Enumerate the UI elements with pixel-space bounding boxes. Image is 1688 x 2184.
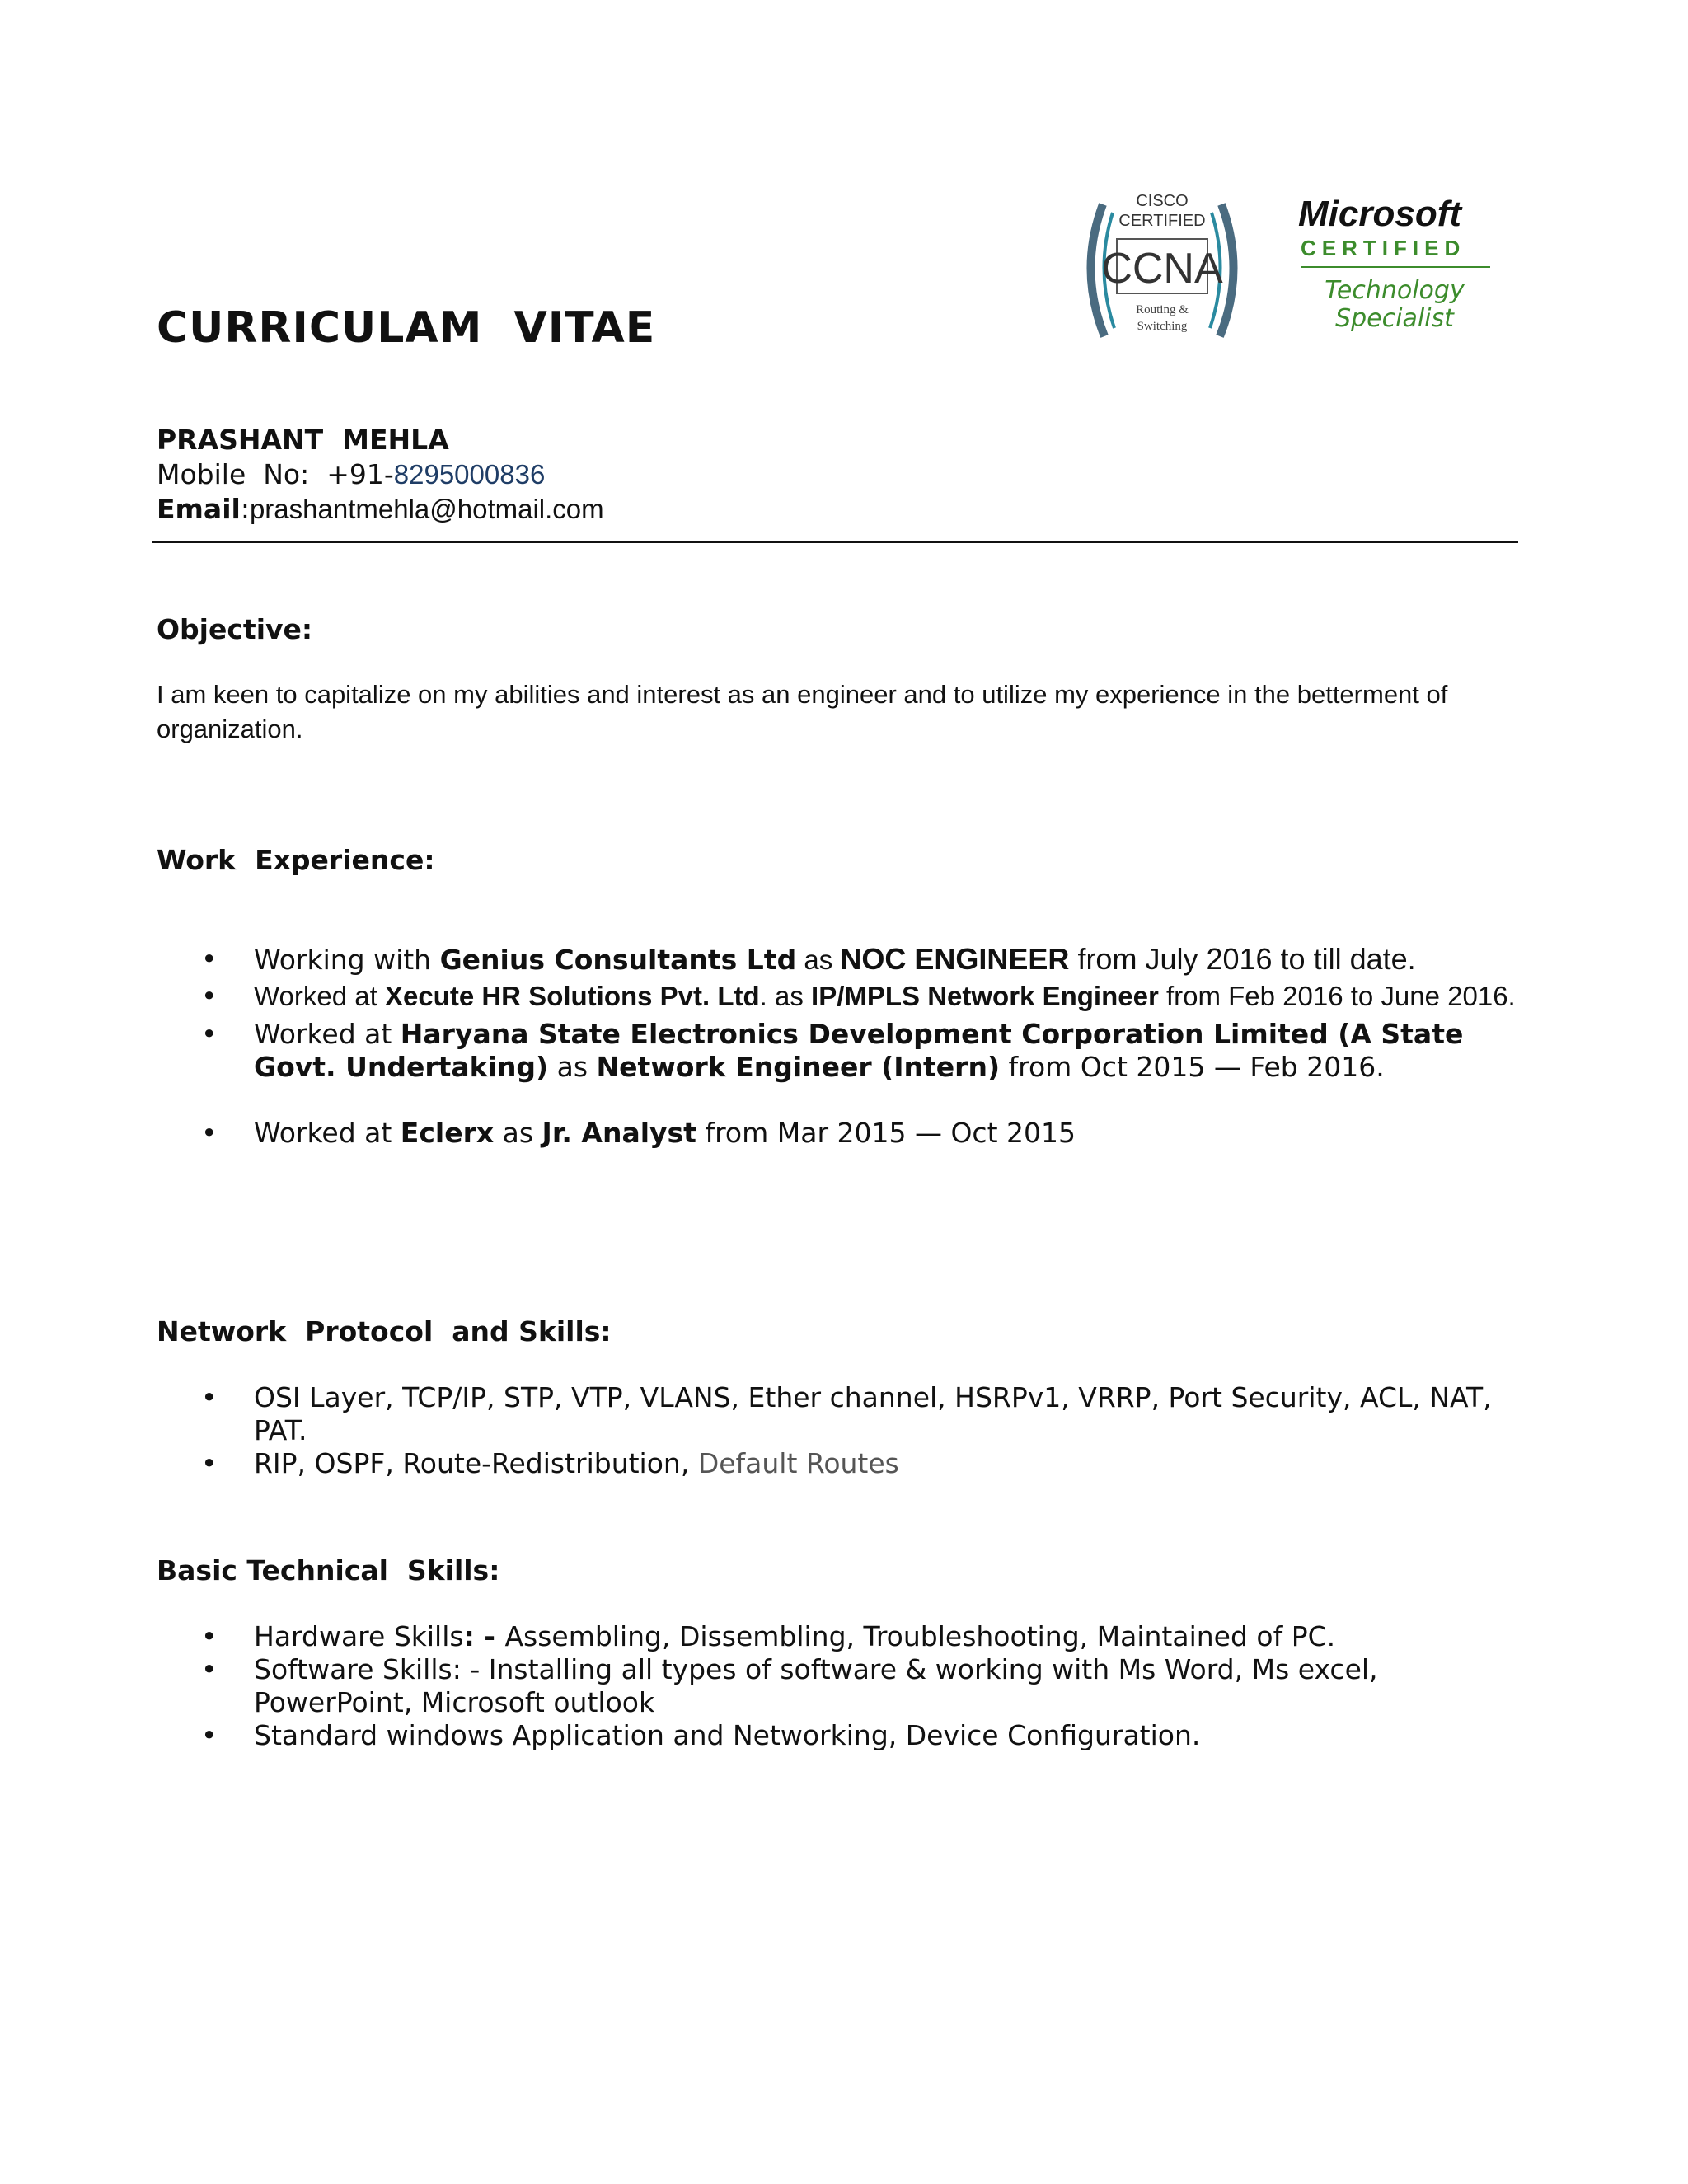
microsoft-certified-logo [1294, 191, 1500, 356]
work-role: NOC ENGINEER [840, 942, 1070, 976]
work-dates: from Mar 2015 — Oct 2015 [696, 1117, 1076, 1149]
network-skills-list [157, 1381, 1525, 1480]
bullet-icon: • [201, 1447, 218, 1479]
work-text: Worked at [254, 1117, 401, 1149]
bullet-icon: • [201, 1117, 218, 1149]
technical-skills-heading: Basic Technical Skills: [157, 1554, 500, 1586]
objective-text: I am keen to capitalize on my abilities and interest as an engineer and to utilize my experience in the betterment of organization. [157, 680, 1448, 743]
work-company: Xecute HR Solutions Pvt. Ltd [384, 981, 760, 1011]
work-dates: from July 2016 to till date. [1069, 942, 1416, 976]
ccna-line2: CERTIFIED [1118, 212, 1206, 230]
skill-separator: - [461, 1653, 489, 1685]
microsoft-brand: Microsoft [1298, 194, 1461, 234]
email-label: Email [157, 493, 241, 525]
bullet-icon: • [201, 1620, 218, 1652]
skill-label: Software Skills: [254, 1653, 462, 1685]
work-dates: from Oct 2015 — Feb 2016. [1000, 1051, 1385, 1083]
network-skill-text: OSI Layer, TCP/IP, STP, VTP, VLANS, Ether channel, HSRPv1, VRRP, Port Security, ACL, NAT, PAT. [254, 1381, 1492, 1446]
work-company: Haryana State Electronics Development Corporation Limited (A State Govt. Undertaking) [254, 1018, 1464, 1083]
work-role: IP/MPLS Network Engineer [811, 981, 1159, 1011]
work-role: Network Engineer (Intern) [596, 1051, 1001, 1083]
mobile-number: 8295000836 [393, 459, 546, 490]
list-item [157, 1381, 1525, 1447]
ccna-sub1: Routing & [1136, 303, 1189, 316]
skill-label: Standard windows Application and Networking, Device Configuration. [254, 1719, 1201, 1751]
work-text: Working with [254, 944, 440, 976]
skill-text: Assembling, Dissembling, Troubleshooting, Maintained of PC. [504, 1620, 1336, 1652]
microsoft-certified: CERTIFIED [1301, 236, 1466, 260]
list-item [157, 1117, 1525, 1150]
bullet-icon: • [201, 943, 218, 975]
document-title: CURRICULAM VITAE [157, 303, 656, 353]
objective-heading: Objective: [157, 613, 313, 645]
work-text: as [796, 944, 841, 975]
skill-label: Hardware Skills [254, 1620, 464, 1652]
bullet-icon: • [201, 980, 218, 1012]
skill-separator: : - [463, 1620, 505, 1652]
list-item [157, 978, 1525, 1015]
ccna-sub2: Switching [1137, 320, 1188, 333]
work-text: as [548, 1051, 597, 1083]
list-item [157, 943, 1525, 977]
candidate-name: PRASHANT MEHLA [157, 424, 449, 456]
mobile-label: Mobile No: +91- [157, 458, 394, 490]
ccna-main: CCNA [1101, 245, 1223, 293]
work-company: Genius Consultants Ltd [439, 944, 797, 976]
list-item [157, 1719, 1525, 1752]
bullet-icon: • [201, 1719, 218, 1751]
technical-skills-list [157, 1620, 1525, 1752]
email-value: prashantmehla@hotmail.com [249, 494, 604, 524]
skill-text: Installing all types of software & working with Ms Word, Ms excel, PowerPoint, Microsoft outlook [254, 1653, 1378, 1718]
microsoft-line1: Technology [1325, 276, 1465, 305]
email-line [157, 493, 604, 525]
microsoft-line2: Specialist [1335, 304, 1454, 333]
list-item [157, 1653, 1525, 1719]
work-company: Eclerx [400, 1117, 495, 1149]
work-text: as [494, 1117, 542, 1149]
work-experience-heading: Work Experience: [157, 844, 435, 876]
work-dates: from Feb 2016 to June 2016. [1158, 981, 1516, 1011]
list-item [157, 1620, 1525, 1653]
work-text: Worked at [254, 981, 385, 1011]
list-item [157, 1447, 1525, 1480]
header-divider [152, 541, 1518, 543]
bullet-icon: • [201, 1018, 218, 1050]
bullet-icon: • [201, 1653, 218, 1685]
ccna-logo [1071, 188, 1253, 353]
work-experience-list [157, 943, 1525, 1150]
email-separator: : [240, 493, 250, 525]
mobile-line [157, 458, 545, 490]
network-skill-extra: Default Routes [697, 1447, 899, 1479]
work-text: Worked at [254, 1018, 401, 1050]
list-item [157, 1018, 1525, 1084]
network-skill-text: RIP, OSPF, Route-Redistribution, [254, 1447, 698, 1479]
work-role: Jr. Analyst [542, 1117, 696, 1149]
bullet-icon: • [201, 1381, 218, 1413]
work-text: . as [759, 981, 812, 1011]
network-skills-heading: Network Protocol and Skills: [157, 1315, 612, 1347]
ccna-line1: CISCO [1136, 192, 1189, 210]
